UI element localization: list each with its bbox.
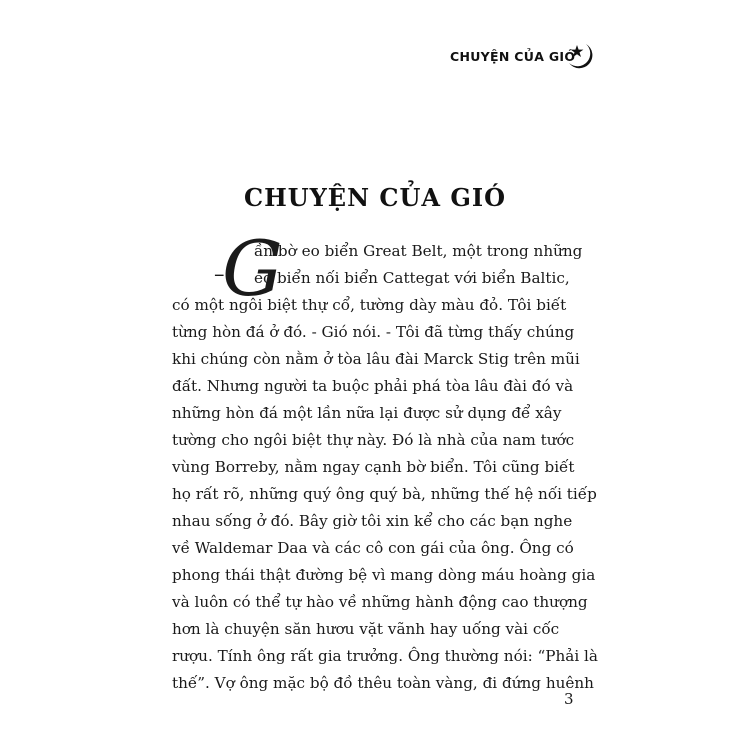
crescent-moon-star-icon	[564, 40, 598, 74]
drop-cap-letter: G	[222, 224, 283, 313]
text-line: khi chúng còn nằm ở tòa lâu đài Marck Stig trên mũi	[172, 350, 580, 368]
text-line: vùng Borreby, nằm ngay cạnh bờ biển. Tôi cũng biết	[172, 458, 575, 476]
text-line: có một ngôi biệt thự cổ, tường dày màu đỏ. Tôi biết	[172, 296, 567, 314]
text-line: họ rất rõ, những quý ông quý bà, những thế hệ nối tiếp	[172, 485, 597, 503]
running-header-title: CHUYỆN CỦA GIÓ	[450, 49, 576, 64]
dialogue-dash: –	[214, 262, 225, 286]
text-line: những hòn đá một lần nữa lại được sử dụng để xây	[172, 404, 562, 422]
text-line: và luôn có thể tự hào về những hành động cao thượng	[172, 593, 588, 611]
text-line: nhau sống ở đó. Bây giờ tôi xin kể cho các bạn nghe	[172, 512, 573, 530]
chapter-title: CHUYỆN CỦA GIÓ	[243, 183, 507, 212]
text-line: thế”. Vợ ông mặc bộ đồ thêu toàn vàng, đi đứng huênh	[172, 674, 594, 692]
text-line: hơn là chuyện săn hươu vặt vãnh hay uống vài cốc	[172, 620, 560, 638]
text-line: ần bờ eo biển Great Belt, một trong những	[254, 242, 583, 260]
text-line: eo biển nối biển Cattegat với biển Baltic,	[254, 269, 570, 287]
text-line: tường cho ngôi biệt thự này. Đó là nhà của nam tước	[172, 431, 575, 449]
text-line: từng hòn đá ở đó. - Gió nói. - Tôi đã từng thấy chúng	[172, 323, 575, 341]
page-number: 3	[564, 690, 574, 708]
text-line: về Waldemar Daa và các cô con gái của ông. Ông có	[172, 539, 574, 557]
text-line: đất. Nhưng người ta buộc phải phá tòa lâu đài đó và	[172, 377, 574, 395]
text-line: phong thái thật đường bệ vì mang dòng máu hoàng gia	[172, 566, 596, 584]
running-header	[440, 40, 600, 74]
text-line: rượu. Tính ông rất gia trưởng. Ông thường nói: “Phải là	[172, 647, 598, 665]
